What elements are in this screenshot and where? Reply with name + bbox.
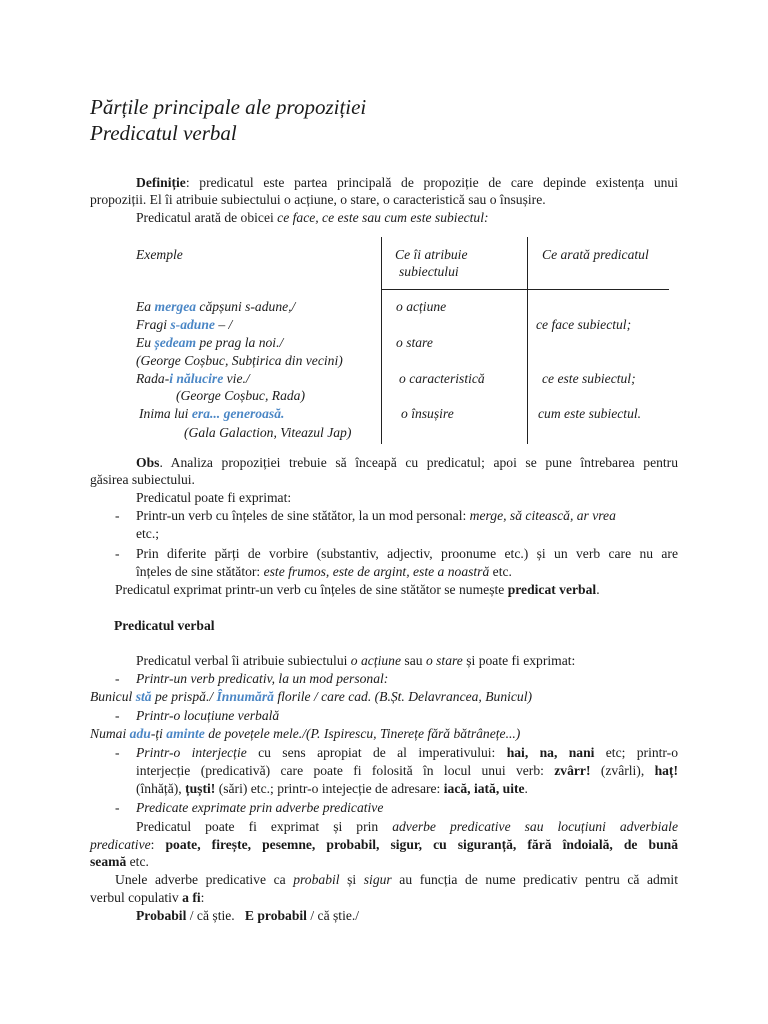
section-heading: Predicatul verbal (114, 618, 215, 633)
table-header-shows: Ce arată predicatul (542, 247, 649, 262)
table-cell-attribute: o stare (396, 335, 433, 350)
table-row: Inima lui era... generoasă. (139, 406, 285, 421)
table-citation: (Gala Galaction, Viteazul Jap) (184, 425, 352, 440)
section-item-interjection-2: interjecție (predicativă) care poate fi folosită în locul unui verb: zvârr! (zvârli), haț! (136, 763, 678, 778)
bullet-item-1: Printr-un verb cu înțeles de sine stătător, la un mod personal: merge, să citească, ar vrea (136, 508, 616, 523)
definition-line-3: Predicatul arată de obicei ce face, ce este sau cum este subiectul: (136, 210, 489, 225)
section-item-interjection-3: (înhăță), țuști! (sări) etc.; printr-o intejecție de adresare: iacă, iată, uite. (136, 781, 528, 796)
section-paragraph-2-line-2: predicative: poate, firește, pesemne, probabil, sigur, cu siguranță, fără îndoială, de bună (90, 837, 678, 852)
table-header-examples: Exemple (136, 247, 183, 262)
example-probabil: Probabil / că știe. E probabil / că știe./ (136, 908, 360, 923)
obs-intro: Predicatul poate fi exprimat: (136, 490, 292, 505)
bullet-dash: - (115, 508, 120, 523)
table-divider-2 (527, 237, 528, 444)
table-row: Rada-i nălucire vie./ (136, 371, 250, 386)
definition-line-2: propoziții. El îi atribuie subiectului o acțiune, o stare, o caracteristică sau o însușire. (90, 192, 546, 207)
obs-line-1: Obs. Analiza propoziției trebuie să înceapă cu predicatul; apoi se pune întrebarea pentru (136, 455, 678, 470)
section-paragraph-3: Unele adverbe predicative ca probabil și sigur au funcția de nume predicativ pentru că admit (115, 872, 678, 887)
table-header-attributes-2: subiectului (399, 264, 459, 279)
bullet-item-2-cont: înțeles de sine stătător: este frumos, este de argint, este a noastră etc. (136, 564, 512, 579)
bullet-dash: - (115, 546, 120, 561)
example-line: Bunicul stă pe prispă./ Înnumără florile / care cad. (B.Șt. Delavrancea, Bunicul) (90, 689, 533, 704)
table-row: Ea mergea căpșuni s-adune,/ (136, 299, 296, 314)
table-row: Fragi s-adune – / (136, 317, 233, 332)
bullet-dash: - (115, 800, 120, 815)
section-item-interjection: Printr-o interjecție cu sens apropiat de al imperativului: hai, na, nani etc; printr-o (136, 745, 678, 760)
section-paragraph-2-line-3: seamă etc. (90, 854, 149, 869)
obs-final: Predicatul exprimat printr-un verb cu înțeles de sine stătător se numește predicat verbal. (115, 582, 600, 597)
table-cell-shows: ce este subiectul; (542, 371, 636, 386)
bullet-dash: - (115, 745, 120, 760)
page-title: Părțile principale ale propoziției (90, 95, 367, 119)
table-cell-attribute: o însușire (401, 406, 454, 421)
table-divider-1 (381, 237, 382, 444)
table-cell-shows: ce face subiectul; (536, 317, 632, 332)
section-item-adverbs: Predicate exprimate prin adverbe predicative (136, 800, 384, 815)
section-item-verb: Printr-un verb predicativ, la un mod personal: (136, 671, 389, 686)
table-row: Eu ședeam pe prag la noi./ (136, 335, 284, 350)
section-paragraph-1: Predicatul verbal îi atribuie subiectului o acțiune sau o stare și poate fi exprimat: (136, 653, 576, 668)
definition-line-1: Definiție: predicatul este partea principală de propoziție de care depinde existența unui (136, 175, 678, 190)
bullet-item-1-cont: etc.; (136, 526, 160, 541)
table-citation: (George Coșbuc, Rada) (176, 388, 305, 403)
table-cell-shows: cum este subiectul. (538, 406, 642, 421)
table-header-attributes: Ce îi atribuie (395, 247, 468, 262)
table-citation: (George Coșbuc, Subțirica din vecini) (136, 353, 343, 368)
definition-label: Definiție (136, 175, 186, 190)
bullet-item-2: Prin diferite părți de vorbire (substantiv, adjectiv, proonume etc.) și un verb care nu are (136, 546, 678, 561)
page-subtitle: Predicatul verbal (90, 121, 237, 145)
obs-line-2: găsirea subiectului. (90, 472, 195, 487)
bullet-dash: - (115, 671, 120, 686)
obs-label: Obs (136, 455, 160, 470)
example-line: Numai adu-ți aminte de povețele mele./(P. Ispirescu, Tinerețe fără bătrânețe...) (90, 726, 521, 741)
table-header-rule (381, 289, 669, 290)
bullet-dash: - (115, 708, 120, 723)
table-cell-attribute: o acțiune (396, 299, 447, 314)
section-paragraph-2: Predicatul poate fi exprimat și prin adverbe predicative sau locuțiuni adverbiale (136, 819, 678, 834)
table-cell-attribute: o caracteristică (399, 371, 485, 386)
section-paragraph-3-line-2: verbul copulativ a fi: (90, 890, 205, 905)
section-item-locution: Printr-o locuțiune verbală (136, 708, 280, 723)
